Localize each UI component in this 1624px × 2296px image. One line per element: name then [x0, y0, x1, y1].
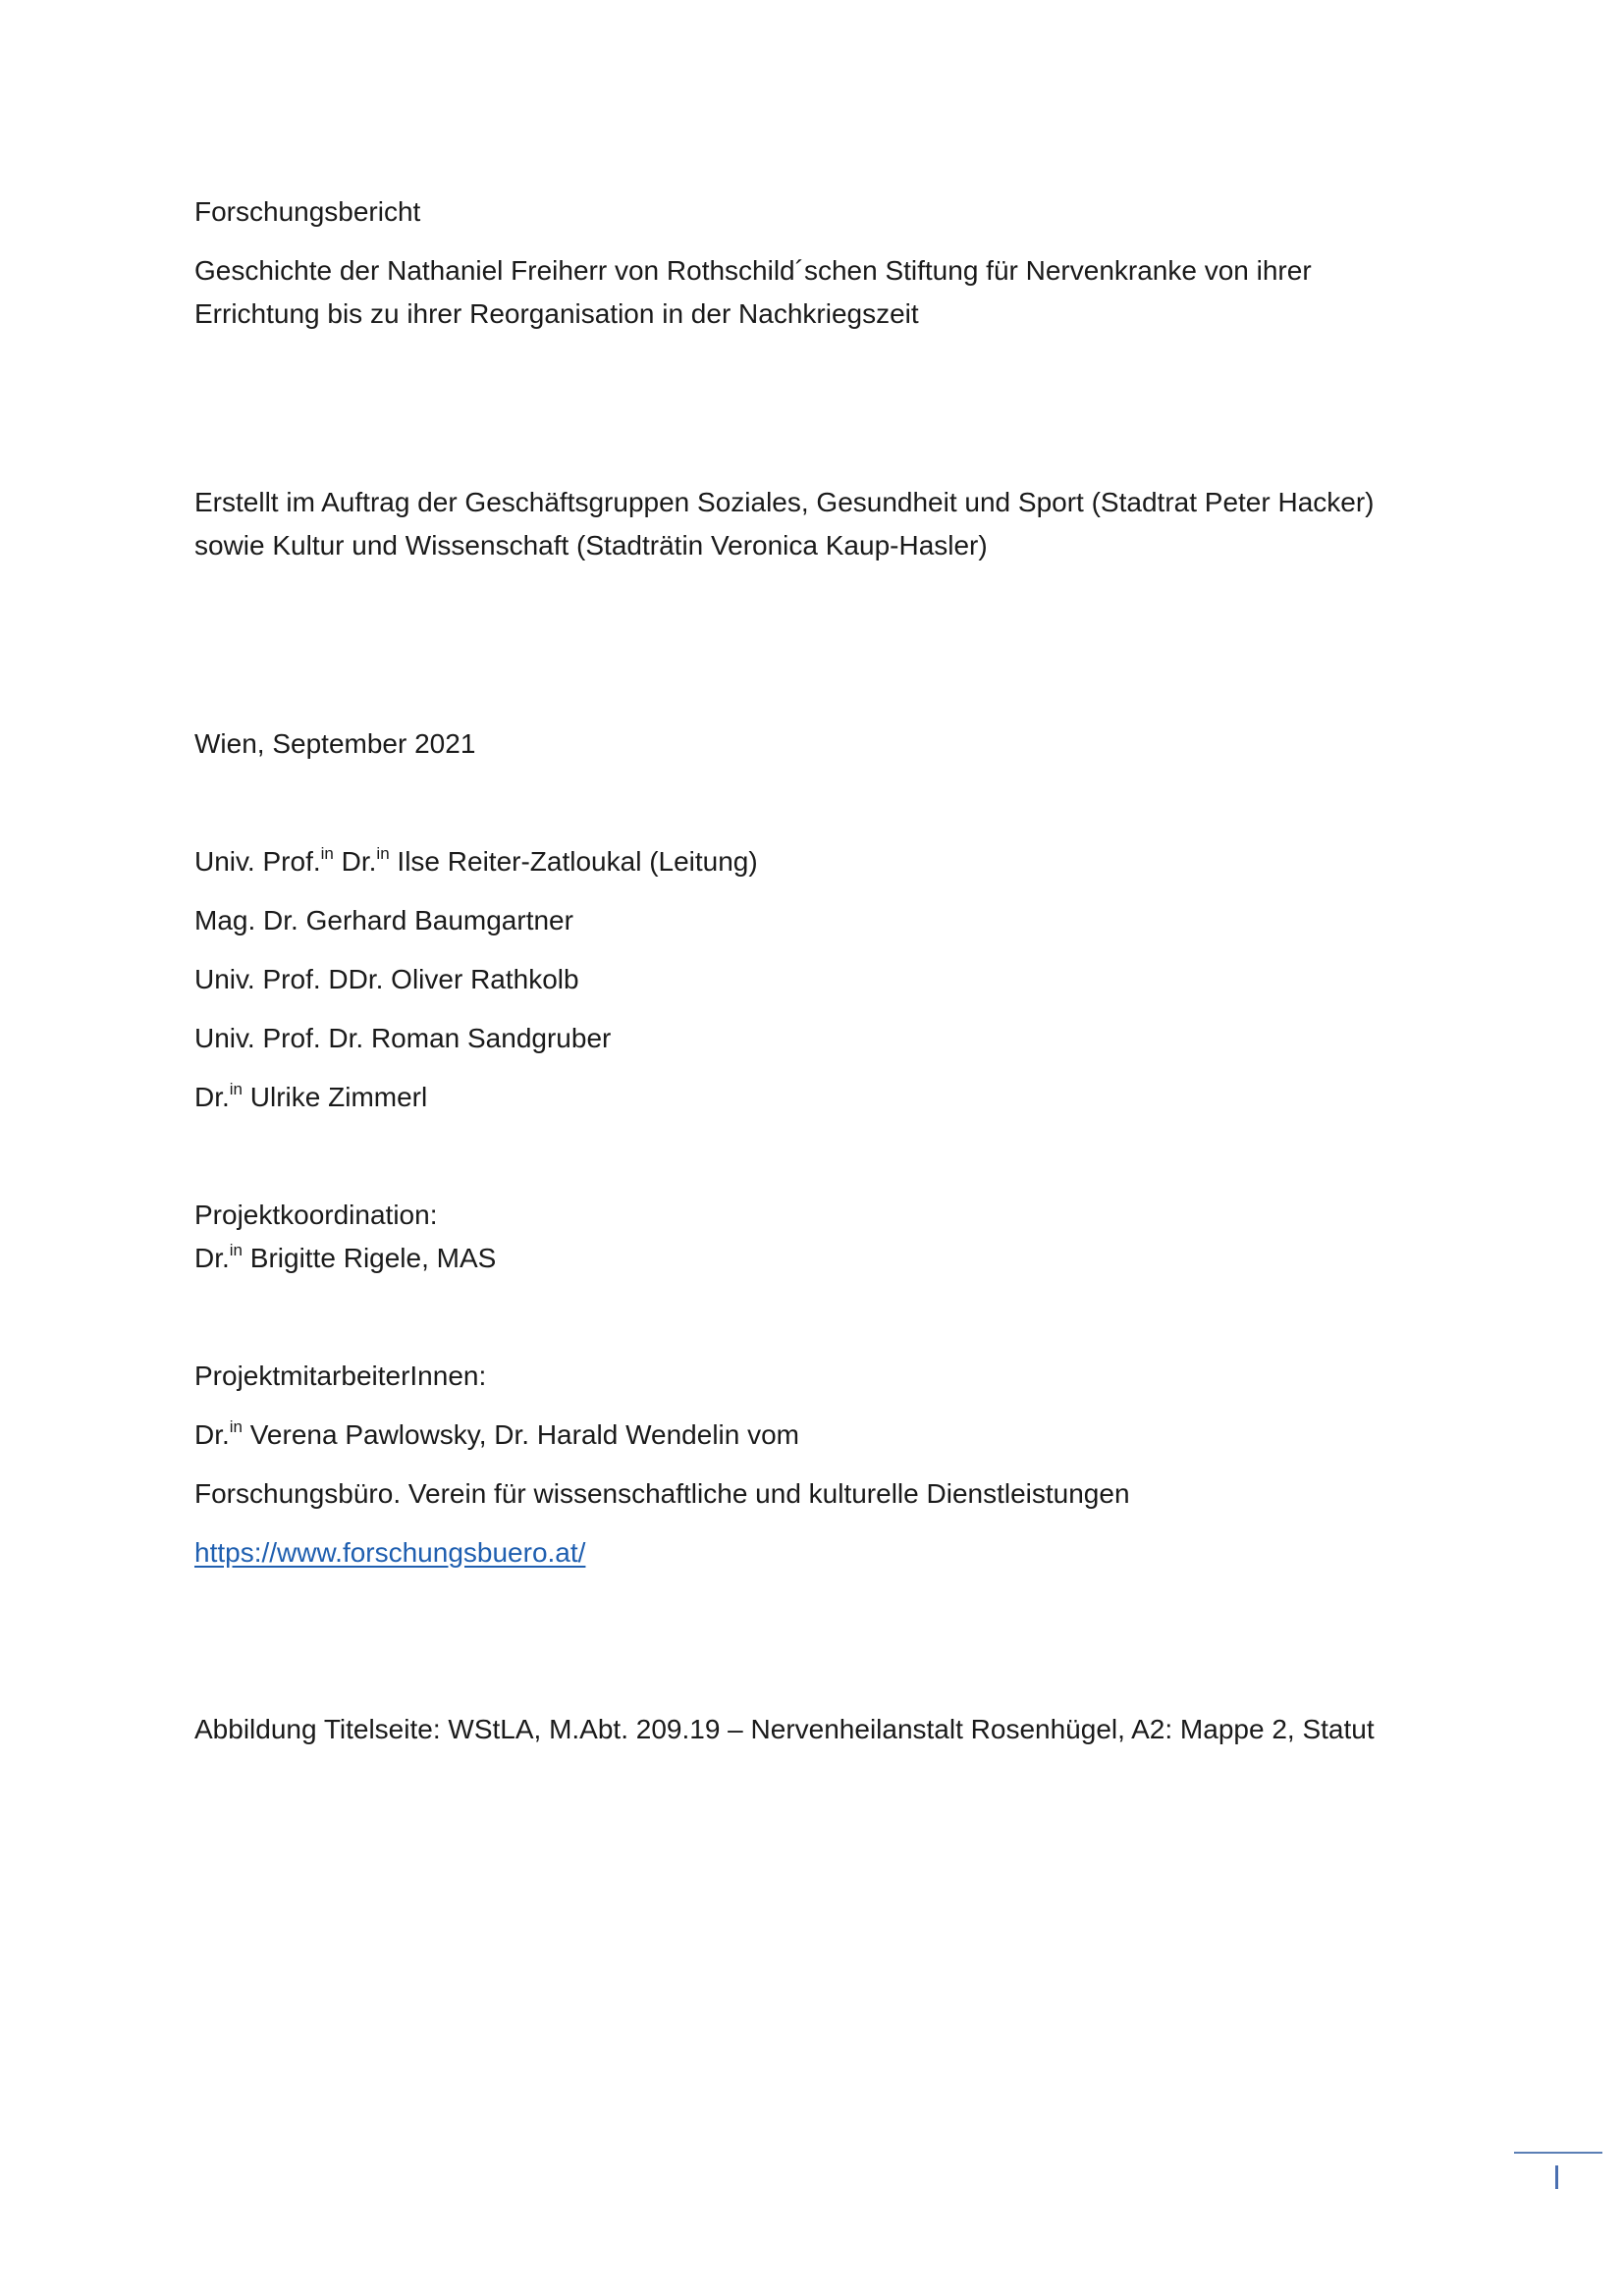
page-number-marker — [1555, 2165, 1558, 2189]
staff-label: ProjektmitarbeiterInnen: — [194, 1361, 487, 1391]
author-5-sup: in — [229, 1080, 244, 1098]
author-5-prefix: Dr. — [194, 1082, 230, 1112]
author-1-sup-2: in — [376, 844, 390, 863]
author-5-rest: Ulrike Zimmerl — [243, 1082, 428, 1112]
footer-rule — [1514, 2152, 1602, 2154]
image-credit: Abbildung Titelseite: WStLA, M.Abt. 209.19 – Nervenheilanstalt Rosenhügel, A2: Mappe 2, Statut — [194, 1714, 1375, 1744]
author-1-sup-1: in — [320, 844, 334, 863]
commission-line-2: sowie Kultur und Wissenschaft (Stadträtin Veronica Kaup-Hasler) — [194, 530, 988, 561]
commission-line-1: Erstellt im Auftrag der Geschäftsgruppen Soziales, Gesundheit und Sport (Stadtrat Peter Hacker) — [194, 487, 1375, 517]
coordination-rest: Brigitte Rigele, MAS — [243, 1243, 497, 1273]
title-line-1: Geschichte der Nathaniel Freiherr von Rothschild´schen Stiftung für Nervenkranke von ihrer — [194, 255, 1312, 286]
staff-sup: in — [229, 1417, 244, 1436]
coordination-sup: in — [229, 1241, 244, 1259]
author-1 — [194, 840, 758, 883]
staff-rest: Verena Pawlowsky, Dr. Harald Wendelin vom — [243, 1419, 800, 1450]
author-4: Univ. Prof. Dr. Roman Sandgruber — [194, 1023, 612, 1053]
coordination-prefix: Dr. — [194, 1243, 230, 1273]
author-3: Univ. Prof. DDr. Oliver Rathkolb — [194, 964, 579, 994]
staff-url-line — [194, 1531, 585, 1575]
author-1-middle: Dr. — [333, 846, 377, 877]
author-5 — [194, 1076, 427, 1119]
coordination-person — [194, 1237, 496, 1280]
staff-persons — [194, 1414, 799, 1457]
author-1-prefix: Univ. Prof. — [194, 846, 321, 877]
author-1-rest: Ilse Reiter-Zatloukal (Leitung) — [389, 846, 758, 877]
staff-organization: Forschungsbüro. Verein für wissenschaftliche und kulturelle Dienstleistungen — [194, 1478, 1130, 1509]
title-line-2: Errichtung bis zu ihrer Reorganisation in der Nachkriegszeit — [194, 298, 919, 329]
report-type: Forschungsbericht — [194, 196, 421, 227]
organization-link[interactable]: https://www.forschungsbuero.at/ — [194, 1537, 586, 1568]
author-2: Mag. Dr. Gerhard Baumgartner — [194, 905, 573, 935]
coordination-label: Projektkoordination: — [194, 1200, 438, 1230]
place-date: Wien, September 2021 — [194, 728, 476, 759]
staff-prefix: Dr. — [194, 1419, 230, 1450]
